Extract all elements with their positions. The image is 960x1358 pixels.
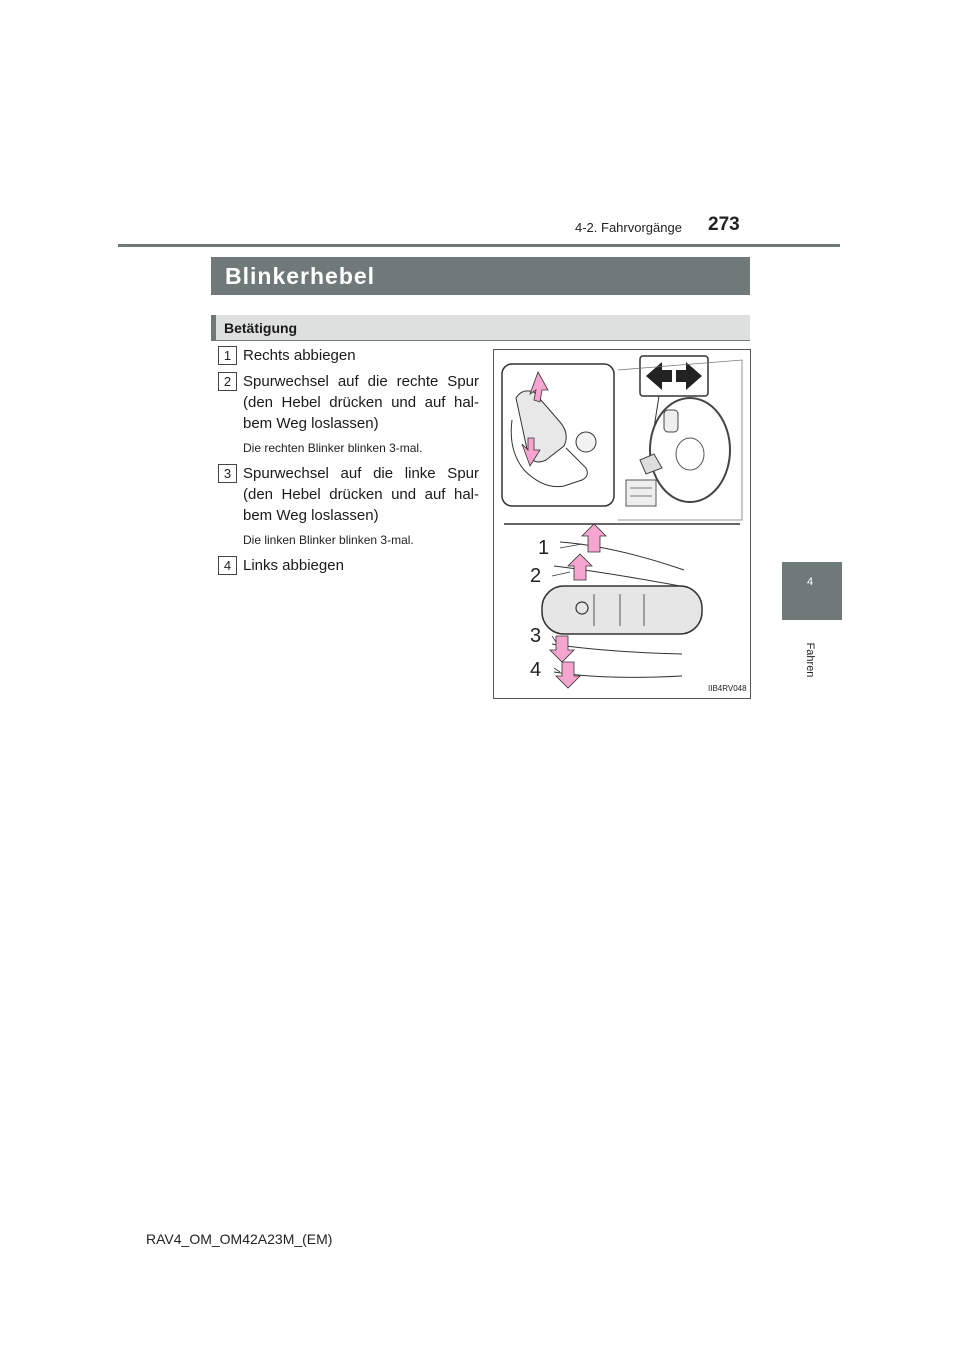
callout-2: 2 [530,565,542,587]
chapter-tab-number: 4 [807,576,814,588]
turn-signal-figure [493,349,751,699]
header-rule [118,244,840,247]
subsection-title: Betätigung [224,320,298,336]
chapter-label-text: Fahren [804,642,816,678]
callout-1: 1 [538,537,550,559]
turn-signal-lever [542,586,702,634]
callout-3: 3 [530,625,542,647]
arrow-right-lane-change [568,554,592,580]
chapter-label [795,640,825,680]
item-1-text: Rechts abbiegen [243,347,356,364]
page-number: 273 [708,214,740,235]
section-title-bar [211,257,750,295]
lever-pivot [576,432,596,452]
note-right-blinkers: Die rechten Blinker blinken 3-mal. [243,441,423,455]
item-number-2: 2 [218,372,237,391]
section-title: Blinkerhebel [225,263,376,289]
item-4-text: Links abbiegen [243,557,344,574]
subsection-bar [211,315,750,341]
note-left-blinkers: Die linken Blinker blinken 3-mal. [243,533,414,547]
item-number-3: 3 [218,464,237,483]
item-3-text: Spurwechsel auf die linke Spur (den Hebel drücken und auf hal- bem Weg loslassen) [243,465,479,524]
section-label: 4-2. Fahrvorgänge [575,220,682,235]
document-code-footer: RAV4_OM_OM42A23M_(EM) [146,1231,333,1247]
item-number-1: 1 [218,346,237,365]
item-2-text: Spurwechsel auf die rechte Spur (den Hebel drücken und auf hal- bem Weg loslassen) [243,373,479,432]
figure-illustration [494,350,750,698]
item-number-4: 4 [218,556,237,575]
callout-4: 4 [530,659,542,681]
chapter-tab [782,562,842,620]
subsection-accent [211,315,216,341]
figure-code: IIB4RV048 [708,684,747,693]
subsection-rule [211,340,750,341]
arrow-left-lane-change [550,636,574,662]
steering-wheel [650,398,730,502]
